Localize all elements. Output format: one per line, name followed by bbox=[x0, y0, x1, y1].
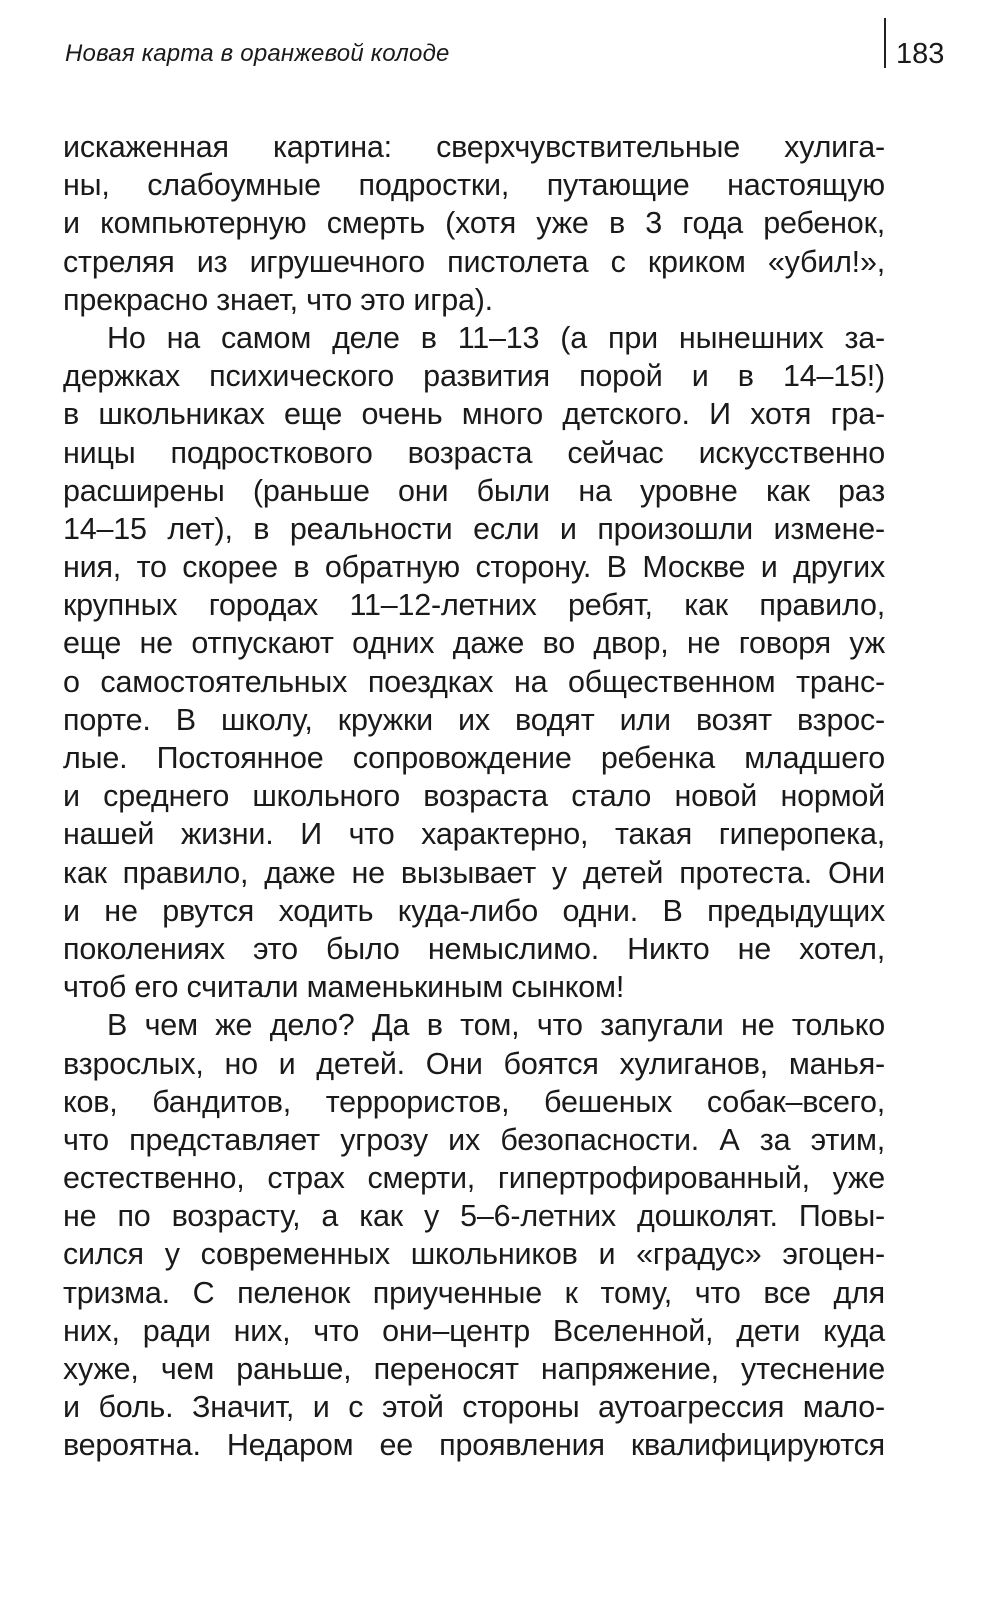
text-line: чтоб его считали маменькиным сынком! bbox=[63, 970, 625, 1005]
text-line: естественно, страх смерти, гипертрофированный, уже bbox=[63, 1161, 885, 1196]
text-line: и боль. Значит, и с этой стороны аутоагрессия мало- bbox=[63, 1390, 885, 1425]
text-line: прекрасно знает, что это игра). bbox=[63, 282, 493, 317]
running-title: Новая карта в оранжевой колоде bbox=[65, 40, 450, 67]
text-line: в школьниках еще очень много детского. И хотя гра- bbox=[63, 397, 885, 432]
text-line: и не рвутся ходить куда-либо одни. В предыдущих bbox=[63, 893, 885, 928]
page-number: 183 bbox=[896, 38, 945, 70]
text-line: расширены (раньше они были на уровне как раз bbox=[63, 473, 885, 508]
text-line: ния, то скорее в обратную сторону. В Москве и других bbox=[63, 550, 885, 585]
text-line: поколениях это было немыслимо. Никто не хотел, bbox=[63, 931, 885, 966]
header-vertical-rule bbox=[884, 18, 886, 68]
text-line: не по возрасту, а как у 5–6-летних дошколят. Повы- bbox=[63, 1199, 885, 1234]
text-line: ны, слабоумные подростки, путающие настоящую bbox=[63, 168, 885, 203]
text-line: тризма. С пеленок приученные к тому, что все для bbox=[63, 1275, 885, 1310]
text-line: и среднего школьного возраста стало новой нормой bbox=[63, 779, 885, 814]
text-line: стреляя из игрушечного пистолета с криком «убил!», bbox=[63, 244, 885, 279]
text-line: взрослых, но и детей. Они боятся хулиганов, манья- bbox=[63, 1046, 885, 1081]
text-line: порте. В школу, кружки их водят или возят взрос- bbox=[63, 702, 885, 737]
text-line: как правило, даже не вызывает у детей протеста. Они bbox=[63, 855, 885, 890]
text-line: ницы подросткового возраста сейчас искусственно bbox=[63, 435, 885, 470]
text-line: сился у современных школьников и «градус» эгоцен- bbox=[63, 1237, 885, 1272]
text-line: Но на самом деле в 11–13 (а при нынешних за- bbox=[107, 320, 885, 355]
text-line: вероятна. Недаром ее проявления квалифицируются bbox=[63, 1428, 885, 1463]
text-line: искаженная картина: сверхчувствительные хулига- bbox=[63, 130, 885, 164]
text-line: и компьютерную смерть (хотя уже в 3 года ребенок, bbox=[63, 206, 885, 241]
text-line: держках психического развития порой и в 14–15!) bbox=[63, 359, 885, 394]
text-line: о самостоятельных поездках на общественном транс- bbox=[63, 664, 885, 699]
text-line: ков, бандитов, террористов, бешеных собак–всего, bbox=[63, 1084, 885, 1119]
text-line: них, ради них, что они–центр Вселенной, дети куда bbox=[63, 1313, 885, 1348]
text-line: хуже, чем раньше, переносят напряжение, утеснение bbox=[63, 1352, 885, 1386]
text-line: 14–15 лет), в реальности если и произошли измене- bbox=[63, 511, 885, 546]
text-line: лые. Постоянное сопровождение ребенка младшего bbox=[63, 741, 885, 775]
text-line: что представляет угрозу их безопасности. А за этим, bbox=[63, 1122, 885, 1157]
text-line: крупных городах 11–12-летних ребят, как правило, bbox=[63, 588, 885, 623]
text-line: нашей жизни. И что характерно, такая гиперопека, bbox=[63, 817, 885, 852]
text-line: еще не отпускают одних даже во двор, не говоря уж bbox=[63, 626, 885, 661]
text-line: В чем же дело? Да в том, что запугали не только bbox=[107, 1008, 885, 1043]
body-text bbox=[63, 128, 885, 1465]
